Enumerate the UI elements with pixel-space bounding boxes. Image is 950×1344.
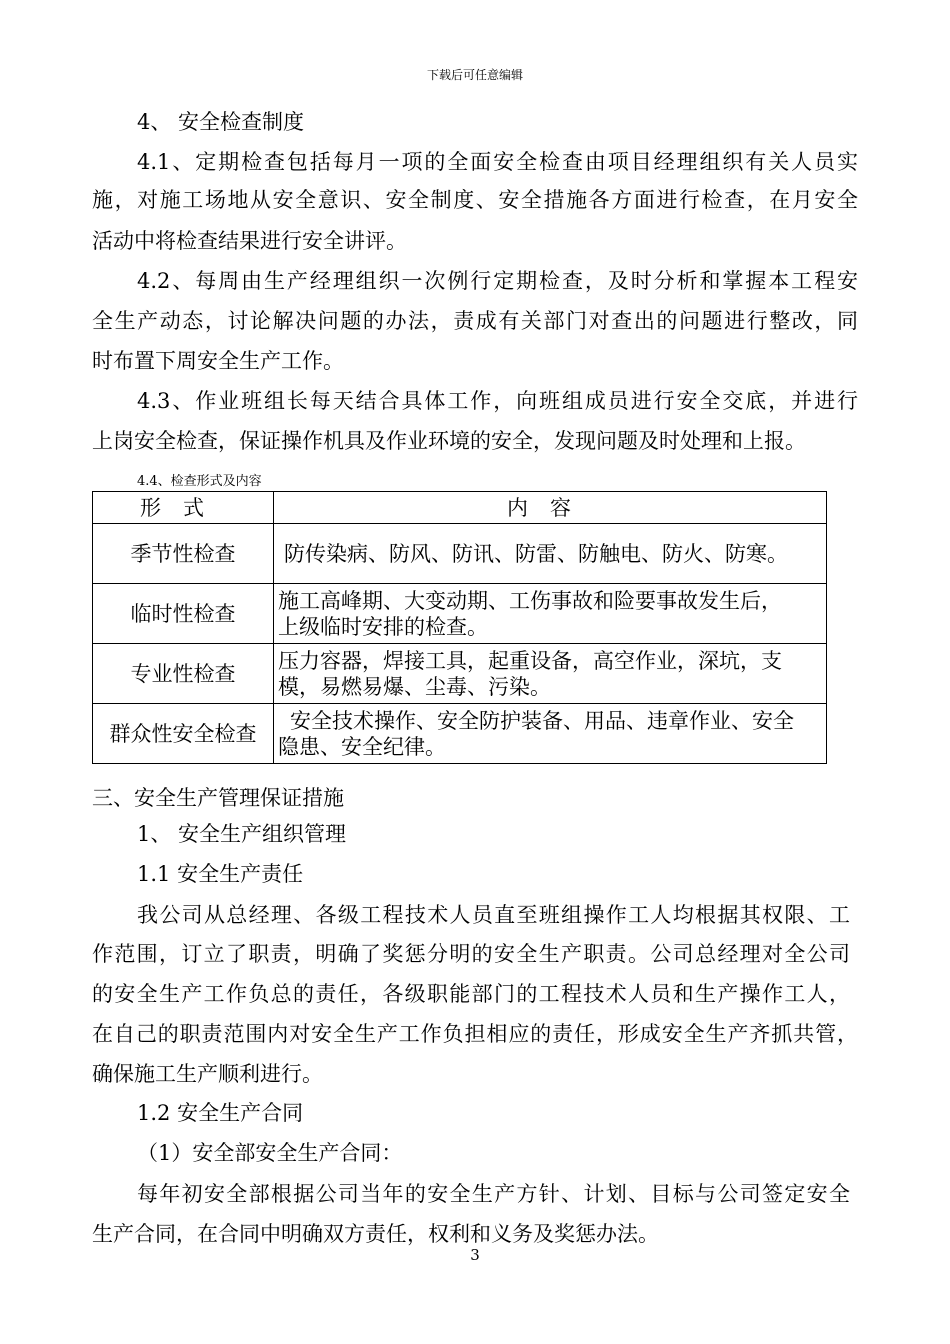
subsection-1-1-heading: 1.1 安全生产责任: [137, 862, 304, 886]
table-cell-form: 季节性检查: [93, 524, 274, 584]
para-4-1-line-3: 活动中将检查结果进行安全讲评。: [92, 229, 407, 253]
inspection-table: [92, 491, 827, 764]
para-1-1-line-5: 确保施工生产顺利进行。: [92, 1062, 323, 1086]
table-row: [93, 644, 827, 704]
section-4-heading: 4、 安全检查制度: [137, 110, 305, 134]
table-header-content: 内容: [274, 492, 827, 524]
table-caption: 4.4、检查形式及内容: [137, 474, 262, 489]
para-1-2-line-2: 生产合同，在合同中明确双方责任，权利和义务及奖惩办法。: [92, 1222, 659, 1246]
table-cell-content: 压力容器，焊接工具，起重设备，高空作业，深坑，支 模，易燃易爆、尘毒、污染。: [274, 644, 827, 704]
section-3-heading: 三、安全生产管理保证措施: [92, 786, 344, 810]
para-1-1-line-2: 作范围，订立了职责，明确了奖惩分明的安全生产职责。公司总经理对全公司: [92, 942, 850, 966]
table-cell-content: 安全技术操作、安全防护装备、用品、违章作业、安全 隐患、安全纪律。: [274, 704, 827, 764]
para-4-2-line-3: 时布置下周安全生产工作。: [92, 349, 344, 373]
table-row: [93, 524, 827, 584]
header-note: 下载后可任意编辑: [426, 68, 523, 82]
para-4-2-line-2: 全生产动态，讨论解决问题的办法，责成有关部门对查出的问题进行整改，同: [92, 309, 858, 333]
table-row: [93, 584, 827, 644]
para-1-1-line-1: 我公司从总经理、各级工程技术人员直至班组操作工人均根据其权限、工: [137, 903, 850, 927]
table-cell-form: 群众性安全检查: [93, 704, 274, 764]
table-cell-form: 临时性检查: [93, 584, 274, 644]
para-1-1-line-4: 在自己的职责范围内对安全生产工作负担相应的责任，形成安全生产齐抓共管，: [92, 1022, 858, 1046]
table-cell-content: 防传染病、防风、防讯、防雷、防触电、防火、防寒。: [274, 524, 827, 584]
para-1-1-line-3: 的安全生产工作负总的责任，各级职能部门的工程技术人员和生产操作工人，: [92, 982, 850, 1006]
subsection-1-heading: 1、 安全生产组织管理: [137, 822, 347, 846]
para-1-2-line-1: 每年初安全部根据公司当年的安全生产方针、计划、目标与公司签定安全: [137, 1182, 850, 1206]
para-4-3-line-2: 上岗安全检查，保证操作机具及作业环境的安全，发现问题及时处理和上报。: [92, 429, 806, 453]
table-header-form: 形式: [93, 492, 274, 524]
subsection-1-2-1-heading: （1）安全部安全生产合同：: [137, 1141, 403, 1165]
table-cell-form: 专业性检查: [93, 644, 274, 704]
page-number: 3: [470, 1246, 480, 1264]
table-cell-content: 施工高峰期、大变动期、工伤事故和险要事故发生后， 上级临时安排的检查。: [274, 584, 827, 644]
table-header-row: [93, 492, 827, 524]
para-4-1-line-2: 施，对施工场地从安全意识、安全制度、安全措施各方面进行检查，在月安全: [92, 188, 858, 212]
para-4-2-line-1: 4.2、每周由生产经理组织一次例行定期检查，及时分析和掌握本工程安: [137, 269, 858, 293]
para-4-3-line-1: 4.3、作业班组长每天结合具体工作，向班组成员进行安全交底，并进行: [137, 389, 858, 413]
table-row: [93, 704, 827, 764]
para-4-1-line-1: 4.1、定期检查包括每月一项的全面安全检查由项目经理组织有关人员实: [137, 150, 858, 174]
subsection-1-2-heading: 1.2 安全生产合同: [137, 1101, 304, 1125]
